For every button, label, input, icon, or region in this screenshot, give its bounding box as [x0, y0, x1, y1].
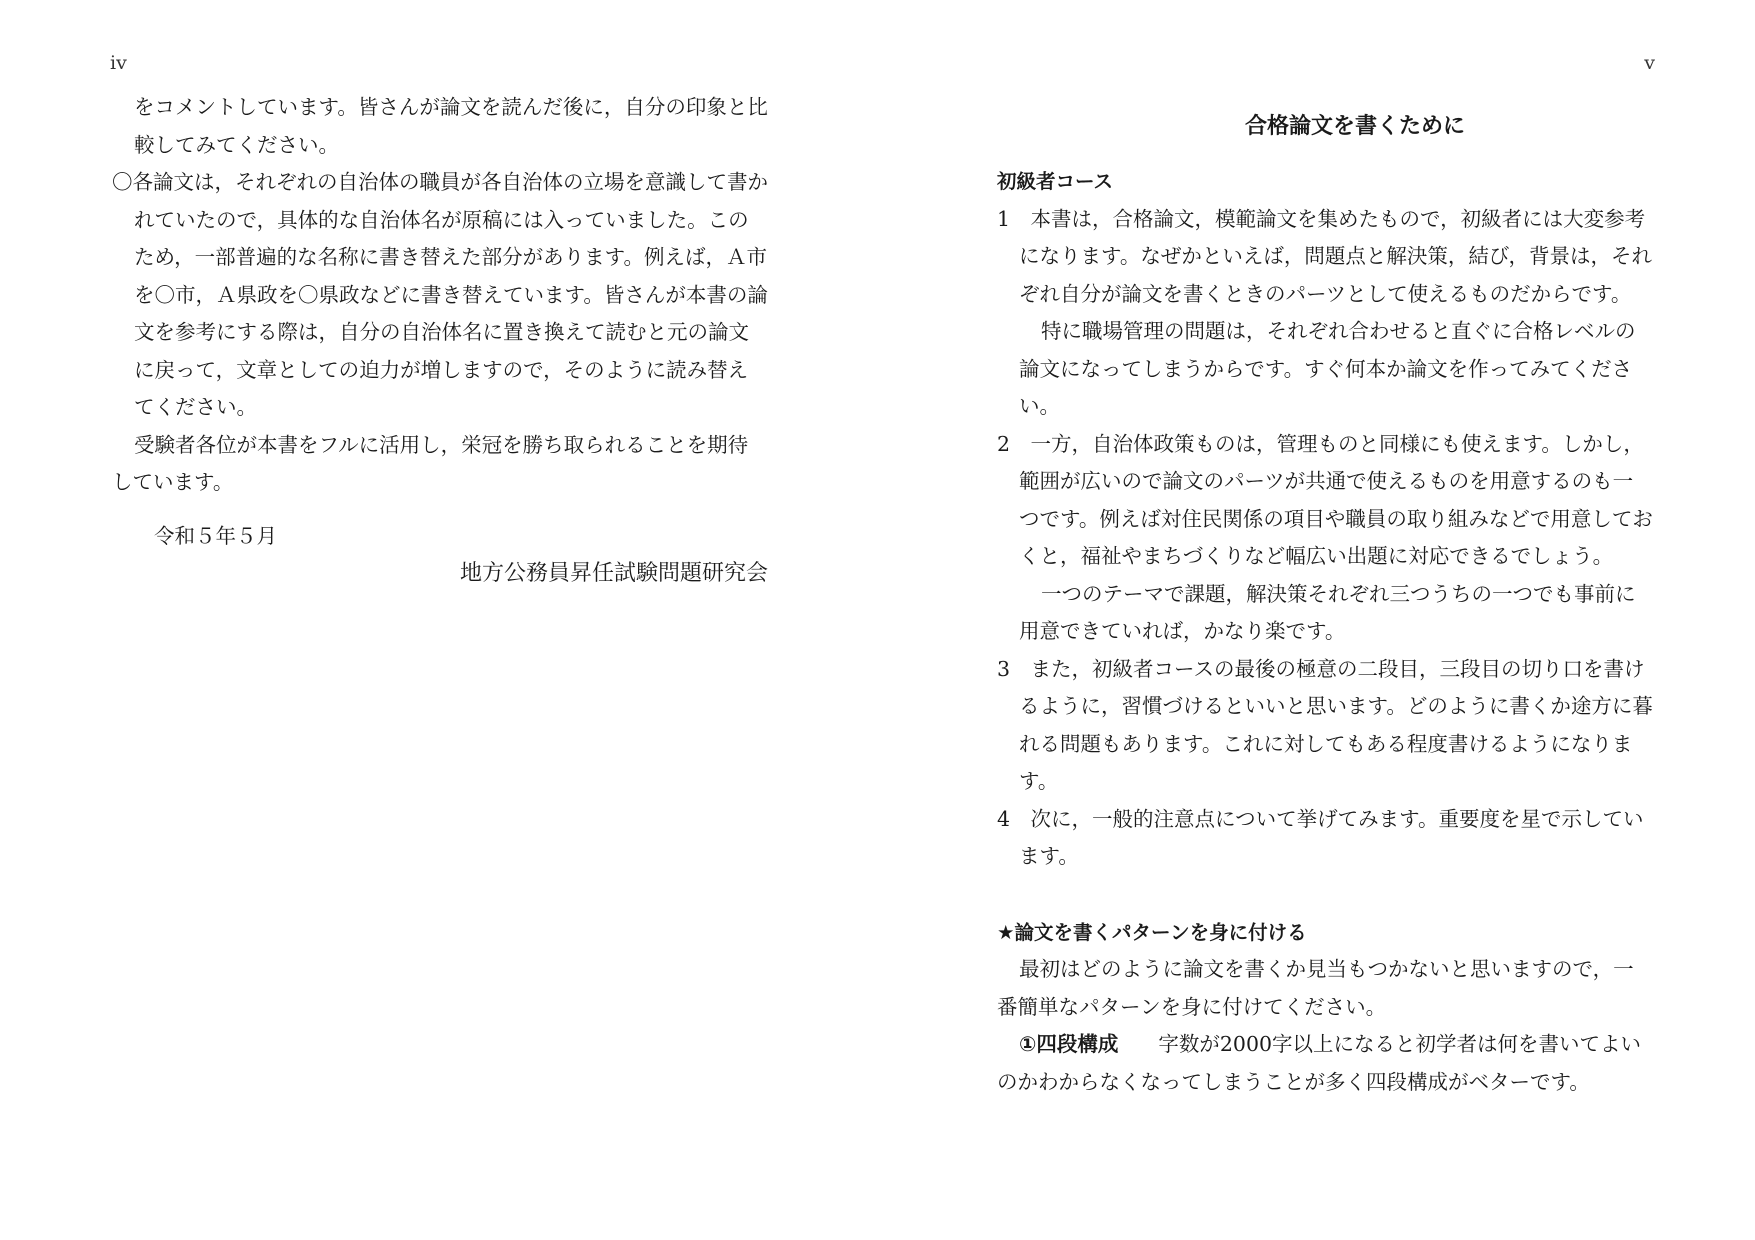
paragraph: 最初はどのように論文を書くか見当もつかないと思いますので，一番簡単なパターンを身に付けてください。	[997, 957, 1634, 1019]
list-item: 2 一方，自治体政策ものは，管理ものと同様にも使えます。しかし，範囲が広いので論文のパーツが共通で使えるものを用意するのも一つです。例えば対住民関係の項目や職員の取り組みなどで用意しておくと，福祉やまちづくりなど幅広い出題に対応できるでしょう。	[997, 431, 1653, 568]
page-number: v	[1644, 52, 1655, 74]
section-heading: ★論文を書くパターンを身に付ける	[997, 920, 1307, 944]
paragraph: 〇各論文は，それぞれの自治体の職員が各自治体の立場を意識して書かれていたので，具体的な自治体名が原稿には入っていました。このため，一部普遍的な名称に書き替えた部分があります。例えば，Ａ市を〇市，Ａ県政を〇県政などに書き替えています。皆さんが本書の論文を参考にする際は，自分の自治体名に置き換えて読むと元の論文に戻って，文章としての迫力が増しますので，そのように読み替えてください。	[112, 170, 768, 419]
left-text-column	[112, 89, 768, 593]
pattern-label: ①四段構成	[1019, 1032, 1119, 1056]
paragraph: 一つのテーマで課題，解決策それぞれ三つうちの一つでも事前に用意できていれば，かなり楽です。	[1019, 581, 1636, 643]
right-page	[877, 0, 1755, 1240]
list-item: 1 本書は，合格論文，模範論文を集めたもので，初級者には大変参考になります。なぜかといえば，問題点と解決策，結び，背景は，それぞれ自分が論文を書くときのパーツとして使えるものだからです。	[997, 206, 1653, 306]
organization-name: 地方公務員昇任試験問題研究会	[459, 561, 768, 586]
list-item: 3 また，初級者コースの最後の極意の二段目，三段目の切り口を書けるように，習慣づけるといいと思います。どのように書くか途方に暮れる問題もあります。これに対してもある程度書けるようになります。	[997, 656, 1653, 793]
pattern-text: 字数が2000字以上になると初学者は何を書いてよいのかわからなくなってしまうことが多く四段構成がベターです。	[997, 1032, 1642, 1094]
section-heading: 初級者コース	[997, 170, 1114, 193]
page-number: iv	[110, 52, 127, 74]
left-page	[0, 0, 877, 1240]
right-text-column	[997, 107, 1653, 1101]
paragraph	[997, 1026, 1653, 1101]
date: 令和５年５月	[154, 523, 277, 548]
paragraph: 特に職場管理の問題は，それぞれ合わせると直ぐに合格レベルの論文になってしまうからです。すぐ何本か論文を作ってみてください。	[1019, 319, 1636, 418]
paragraph: 受験者各位が本書をフルに活用し，栄冠を勝ち取られることを期待しています。	[112, 432, 749, 494]
paragraph: をコメントしています。皆さんが論文を読んだ後に，自分の印象と比較してみてください。	[134, 95, 768, 157]
page-title: 合格論文を書くために	[1244, 114, 1465, 139]
list-item: 4 次に，一般的注意点について挙げてみます。重要度を星で示しています。	[997, 806, 1644, 868]
